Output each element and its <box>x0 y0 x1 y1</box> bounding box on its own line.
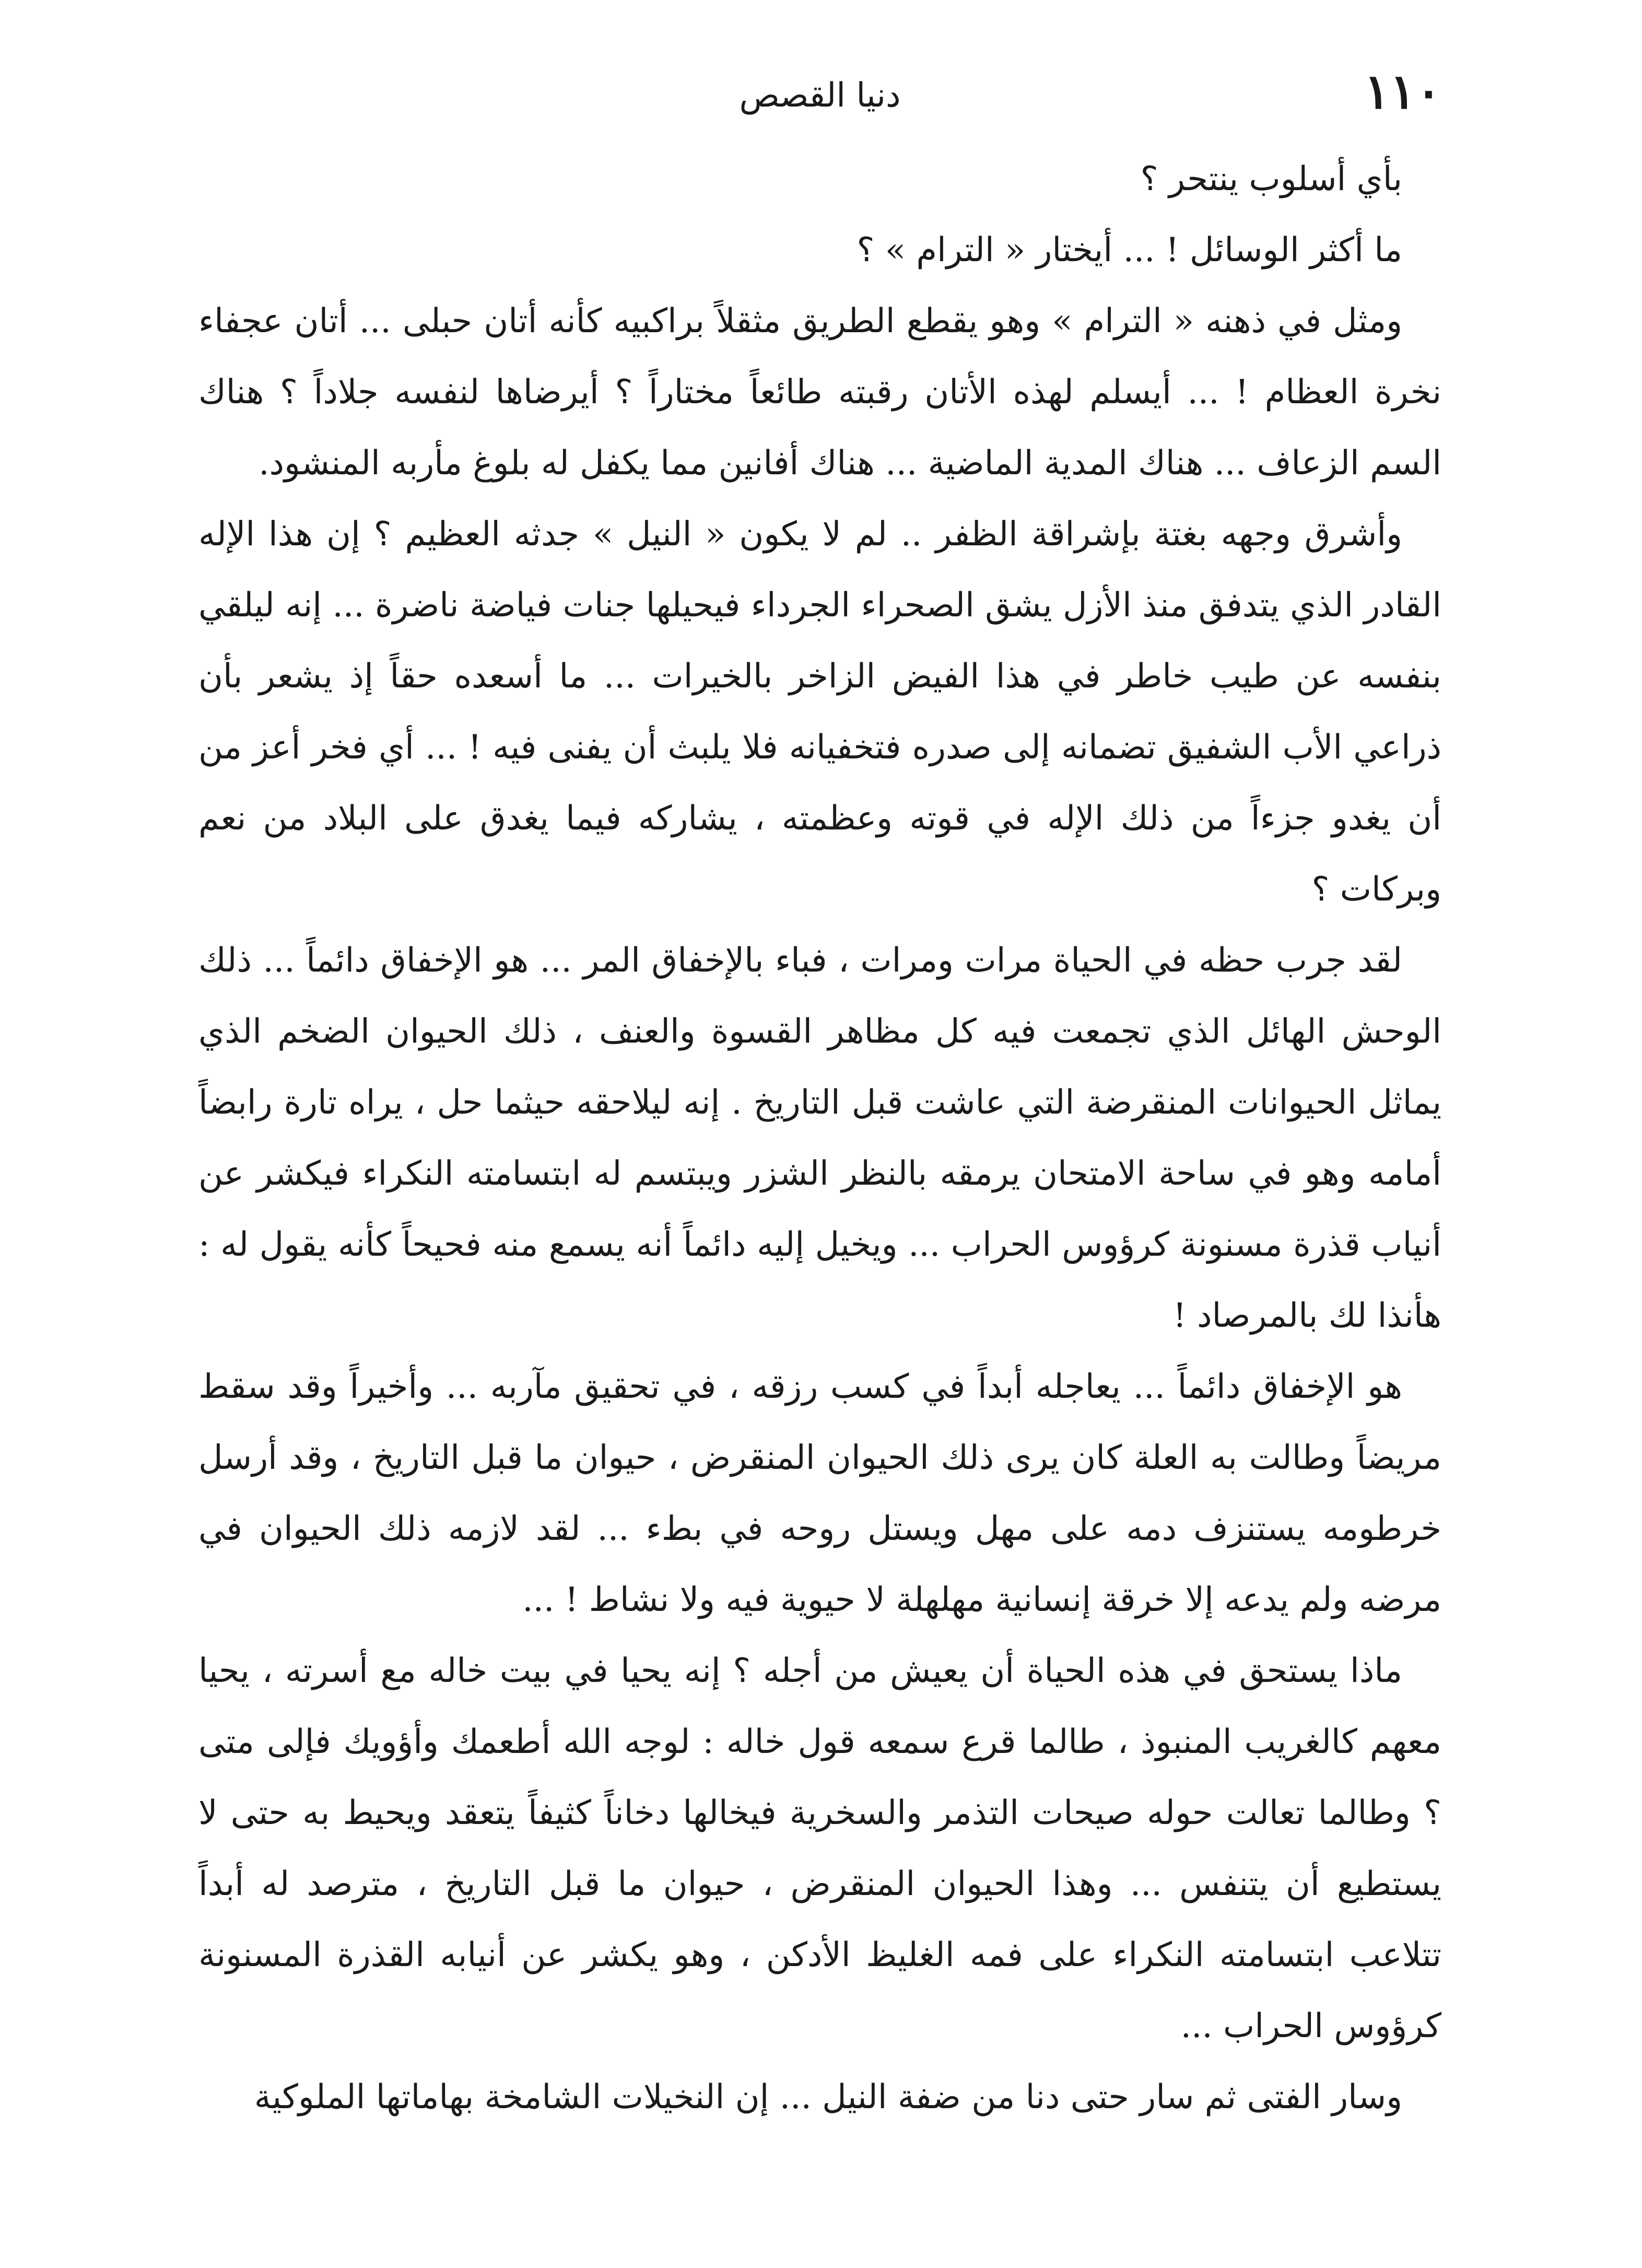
paragraph: بأي أسلوب ينتحر ؟ <box>1140 160 1402 198</box>
paragraph: ماذا يستحق في هذه الحياة أن يعيش من أجله ؟ إنه يحيا في بيت خاله مع أسرته ، يحيا معهم كالغريب المنبوذ ، طالما قرع سمعه قول خاله : لوجه الله أطعمك وأؤويك فإلى متى ؟ وطالما تعالت حوله صيحات التذمر والسخرية فيخالها دخاناً كثيفاً يتعقد ويحيط به حتى لا يستطيع أن يتنفس ... وهذا الحيوان المنقرض ، حيوان ما قبل التاريخ ، مترصد له أبداً تتلاعب ابتسامته النكراء على فمه الغليظ الأدكن ، وهو يكشر عن أنيابه القذرة المسنونة كرؤوس الحراب ... <box>198 1652 1442 2045</box>
paragraph: ما أكثر الوسائل ! ... أيختار « الترام » ؟ <box>857 231 1402 270</box>
running-title: دنيا القصص <box>739 76 901 115</box>
page-header <box>198 63 1441 125</box>
paragraph: لقد جرب حظه في الحياة مرات ومرات ، فباء بالإخفاق المر ... هو الإخفاق دائماً ... ذلك الوحش الهائل الذي تجمعت فيه كل مظاهر القسوة والعنف ، ذلك الحيوان الضخم الذي يماثل الحيوانات المنقرضة التي عاشت قبل التاريخ . إنه ليلاحقه حيثما حل ، يراه تارة رابضاً أمامه وهو في ساحة الامتحان يرمقه بالنظر الشزر ويبتسم له ابتسامته النكراء فيكشر عن أنياب قذرة مسنونة كرؤوس الحراب ... ويخيل إليه دائماً أنه يسمع منه فحيحاً كأنه يقول له : هأنذا لك بالمرصاد ! <box>198 941 1442 1335</box>
body-text <box>198 144 1441 2133</box>
paragraph: وأشرق وجهه بغتة بإشراقة الظفر .. لم لا يكون « النيل » جدثه العظيم ؟ إن هذا الإله القادر الذي يتدفق منذ الأزل يشق الصحراء الجرداء فيحيلها جنات فياضة ناضرة ... إنه ليلقي بنفسه عن طيب خاطر في هذا الفيض الزاخر بالخيرات ... ما أسعده حقاً إذ يشعر بأن ذراعي الأب الشفيق تضمانه إلى صدره فتخفيانه فلا يلبث أن يفنى فيه ! ... أي فخر أعز من أن يغدو جزءاً من ذلك الإله في قوته وعظمته ، يشاركه فيما يغدق على البلاد من نعم وبركات ؟ <box>198 515 1442 909</box>
paragraph: وسار الفتى ثم سار حتى دنا من ضفة النيل ... إن النخيلات الشامخة بهاماتها الملوكية <box>254 2078 1402 2117</box>
paragraph: هو الإخفاق دائماً ... يعاجله أبداً في كسب رزقه ، في تحقيق مآربه ... وأخيراً وقد سقط مريضاً وطالت به العلة كان يرى ذلك الحيوان المنقرض ، حيوان ما قبل التاريخ ، وقد أرسل خرطومه يستنزف دمه على مهل ويستل روحه في بطء ... لقد لازمه ذلك الحيوان في مرضه ولم يدعه إلا خرقة إنسانية مهلهلة لا حيوية فيه ولا نشاط ! ... <box>198 1367 1441 1619</box>
paragraph: ومثل في ذهنه « الترام » وهو يقطع الطريق مثقلاً براكبيه كأنه أتان حبلى ... أتان عجفاء نخرة العظام ! ... أيسلم لهذه الأتان رقبته طائعاً مختاراً ؟ أيرضاها لنفسه جلاداً ؟ هناك السم الزعاف ... هناك المدية الماضية ... هناك أفانين مما يكفل له بلوغ مأربه المنشود. <box>198 302 1442 483</box>
page-number: ١١٠ <box>1364 63 1441 120</box>
